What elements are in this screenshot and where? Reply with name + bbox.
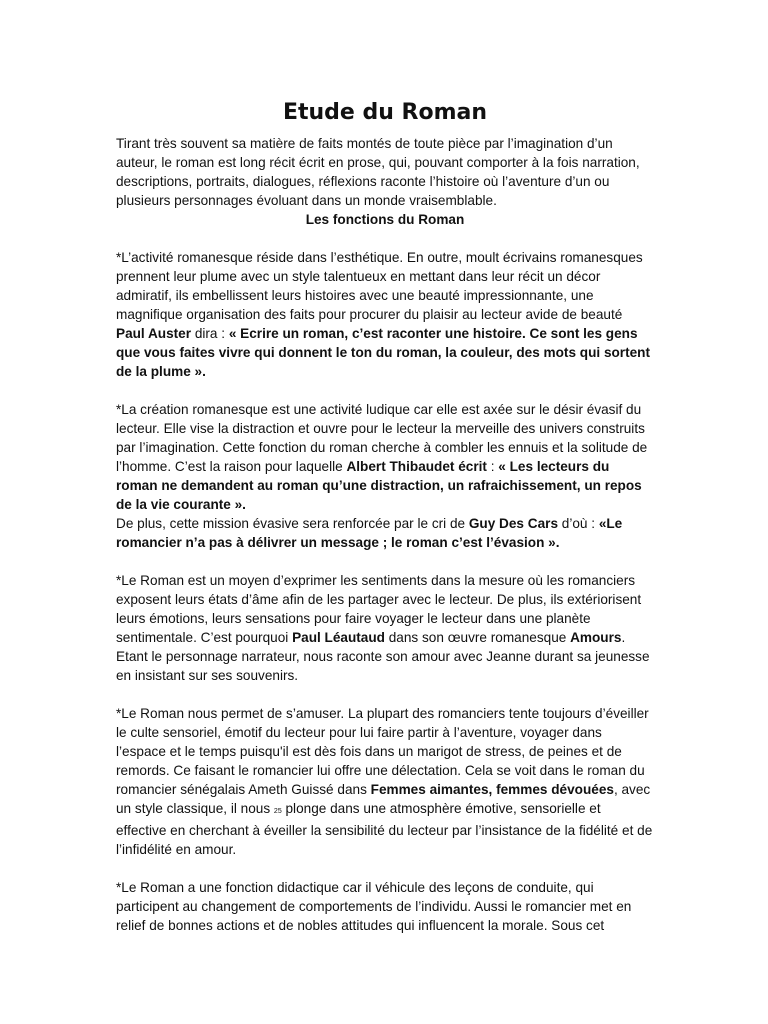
paragraph-text: *Le Roman nous permet de s’amuser. La plupart des romanciers tente toujours d’éveiller le culte sensoriel, émotif du lecteur pour lui faire partir à l’aventure, voyager dans l’espace et le temps puisqu'il est dès fois dans un marigot de stress, de peines et de remords. Ce faisant le romancier lui offre une délectation. Cela se voit dans le roman du romancier sénégalais Ameth Guissé dans (116, 706, 649, 797)
paragraph-text: , avec un style classique, il nous (116, 782, 651, 816)
intro-paragraph: Tirant très souvent sa matière de faits montés de toute pièce par l’imagination d’un auteur, le roman est long récit écrit en prose, qui, pouvant comporter à la fois narration, descriptions, portraits, dialogues, réflexions raconte l’histoire où l’aventure d’un ou plusieurs personnages évoluant dans un monde vraisemblable. (116, 136, 640, 208)
paragraph-text: De plus, cette mission évasive sera renforcée par le cri de (116, 516, 469, 531)
paragraph-text: dans son œuvre romanesque (384, 630, 571, 645)
quote: « Ecrire un roman, c’est raconter une histoire. Ce sont les gens que vous faites vivre qui donnent le ton du roman, la couleur, des mots qui sortent de la plume ». (116, 326, 651, 379)
paragraph-text: *L’activité romanesque réside dans l’esthétique. En outre, moult écrivains romanesques prennent leur plume avec un style talentueux en mettant dans leur récit un décor admiratif, ils embellissent leurs histoires avec une beauté impressionnante, une magnifique organisation des faits pour procurer du plaisir au lecteur avide de beauté (116, 250, 643, 322)
paragraph-ludique (116, 400, 654, 514)
footnote-marker: 25 (273, 808, 282, 815)
document-body (116, 100, 654, 935)
paragraph-text: d’où : (558, 516, 599, 531)
paragraph-amusement (116, 704, 654, 859)
work-title: Femmes aimantes, femmes dévouées (370, 782, 614, 797)
paragraph-gap (116, 859, 654, 878)
quote: « Les lecteurs du roman ne demandent au roman qu’une distraction, un rafraichissement, un repos de la vie courante ». (116, 459, 642, 512)
paragraph-gap (116, 552, 654, 571)
paragraph-text: plonge dans une atmosphère émotive, sensorielle et effective en cherchant à éveiller la sensibilité du lecteur par l’insistance de la fidélité et de l’infidélité en amour. (116, 801, 653, 857)
paragraph-gap (116, 381, 654, 400)
paragraph-text: *Le Roman est un moyen d’exprimer les sentiments dans la mesure où les romanciers exposent leurs états d’âme afin de les partager avec le lecteur. De plus, ils extériorisent leurs émotions, leurs sensations pour faire voyager le lecteur dans une planète sentimentale. C’est pourquoi (116, 573, 642, 645)
section-subtitle: Les fonctions du Roman (305, 212, 465, 227)
paragraph-text: . Etant le personnage narrateur, nous raconte son amour avec Jeanne durant sa jeunesse en insistant sur ses souvenirs. (116, 630, 650, 683)
paragraph-gap (116, 685, 654, 704)
author-name: Paul Léautaud (292, 630, 385, 645)
paragraph-sentiments (116, 571, 654, 685)
paragraph-text: *Le Roman a une fonction didactique car il véhicule des leçons de conduite, qui participent au changement de comportements de l’individu. Aussi le romancier met en relief de bonnes actions et de nobles attitudes qui influencent la morale. Sous cet (116, 880, 632, 933)
work-title: Amours (570, 630, 622, 645)
paragraph-didactique (116, 878, 654, 935)
quote: «Le romancier n’a pas à délivrer un message ; le roman c’est l’évasion ». (116, 516, 623, 550)
author-name: Paul Auster (116, 326, 192, 341)
paragraph-text: : (486, 459, 499, 474)
paragraph-text: dira : (191, 326, 229, 341)
paragraph-esthetique (116, 248, 654, 381)
author-name: Albert Thibaudet écrit (346, 459, 487, 474)
author-name: Guy Des Cars (468, 516, 558, 531)
paragraph-gap (116, 229, 654, 248)
document-title: Etude du Roman (282, 100, 488, 125)
paragraph-evasion (116, 514, 654, 552)
paragraph-text: *La création romanesque est une activité ludique car elle est axée sur le désir évasif du lecteur. Elle vise la distraction et ouvre pour le lecteur la merveille des univers construits par l’imagination. Cette fonction du roman cherche à combler les ennuis et la solitude de l’homme. C’est la raison pour laquelle (116, 402, 648, 474)
